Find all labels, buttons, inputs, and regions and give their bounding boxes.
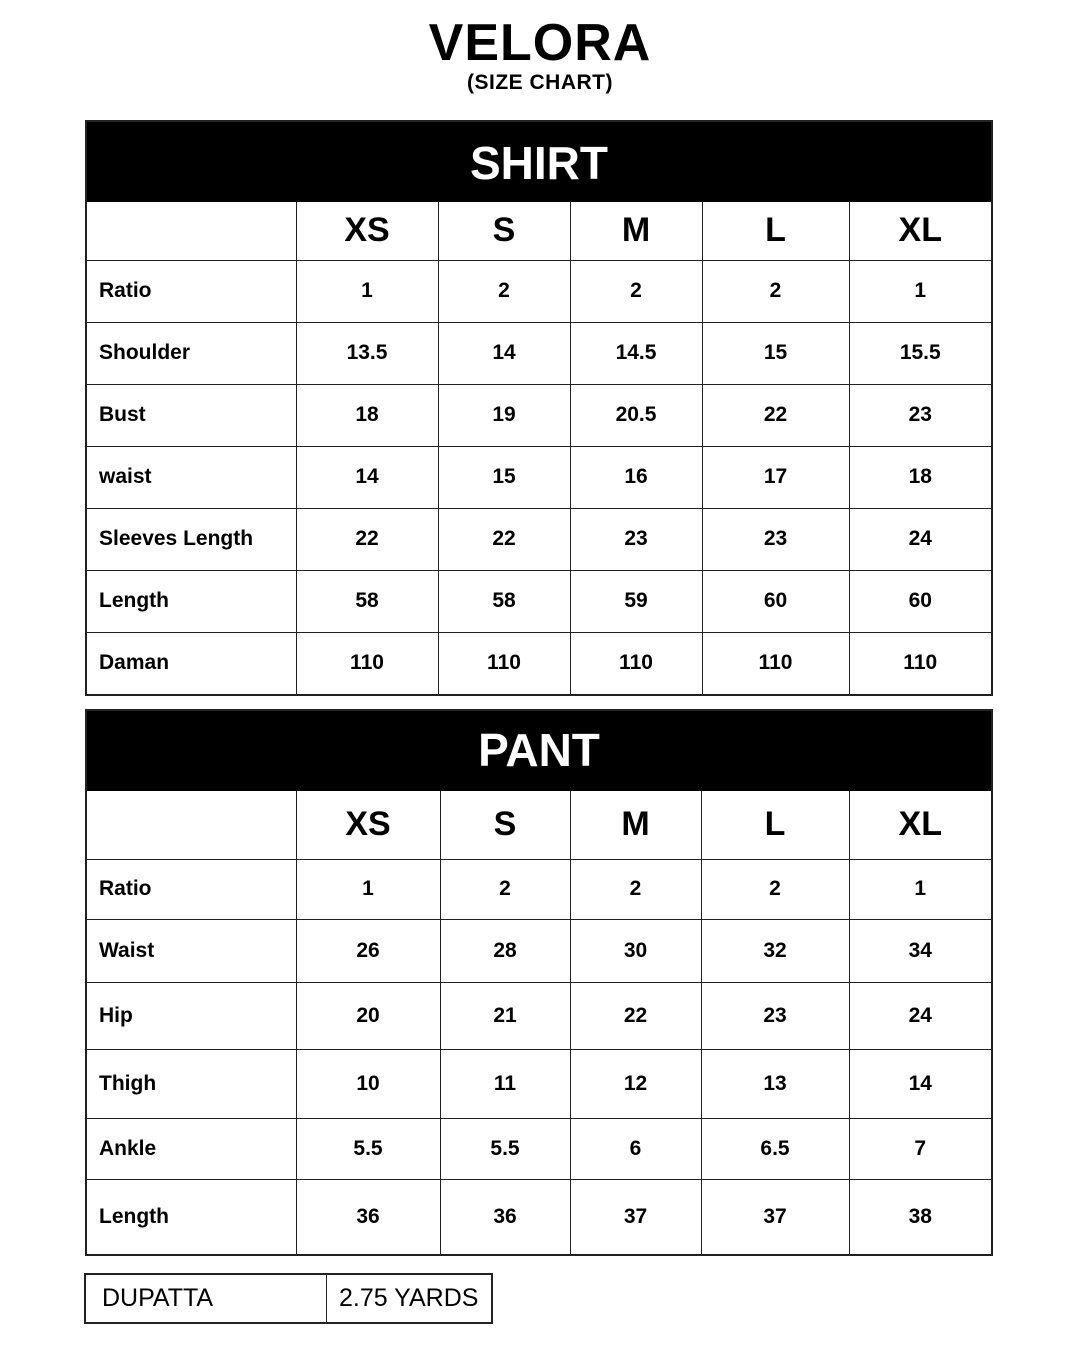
- pant-header-row: [87, 791, 991, 859]
- row-label: Length: [87, 1179, 296, 1254]
- cell: 22: [296, 508, 438, 570]
- table-row: [87, 859, 991, 919]
- row-label: waist: [87, 446, 296, 508]
- cell: 7: [849, 1118, 991, 1179]
- cell: 14.5: [570, 322, 702, 384]
- table-row: [87, 1049, 991, 1118]
- cell: 11: [440, 1049, 570, 1118]
- cell: 37: [570, 1179, 701, 1254]
- size-xs: XS: [296, 202, 438, 260]
- table-row: [87, 1118, 991, 1179]
- row-label: Bust: [87, 384, 296, 446]
- cell: 2: [438, 260, 570, 322]
- cell: 23: [702, 508, 849, 570]
- cell: 1: [849, 859, 991, 919]
- cell: 38: [849, 1179, 991, 1254]
- table-row: [87, 508, 991, 570]
- cell: 18: [849, 446, 991, 508]
- cell: 14: [296, 446, 438, 508]
- row-label: Ratio: [87, 260, 296, 322]
- cell: 110: [438, 632, 570, 694]
- cell: 2: [702, 260, 849, 322]
- cell: 23: [570, 508, 702, 570]
- row-label: Hip: [87, 982, 296, 1049]
- table-row: [87, 982, 991, 1049]
- cell: 21: [440, 982, 570, 1049]
- size-s: S: [438, 202, 570, 260]
- cell: 5.5: [440, 1118, 570, 1179]
- shirt-header-row: [87, 202, 991, 260]
- cell: 60: [702, 570, 849, 632]
- cell: 17: [702, 446, 849, 508]
- size-m: M: [570, 202, 702, 260]
- cell: 22: [438, 508, 570, 570]
- row-label: Thigh: [87, 1049, 296, 1118]
- row-label: Length: [87, 570, 296, 632]
- cell: 110: [702, 632, 849, 694]
- brand-title: VELORA: [428, 14, 652, 72]
- cell: 23: [701, 982, 849, 1049]
- cell: 24: [849, 982, 991, 1049]
- cell: 32: [701, 919, 849, 982]
- cell: 58: [296, 570, 438, 632]
- cell: 10: [296, 1049, 440, 1118]
- cell: 22: [570, 982, 701, 1049]
- dupatta-label: DUPATTA: [86, 1275, 327, 1322]
- cell: 16: [570, 446, 702, 508]
- cell: 110: [849, 632, 991, 694]
- cell: 13.5: [296, 322, 438, 384]
- cell: 58: [438, 570, 570, 632]
- dupatta-value: 2.75 YARDS: [339, 1284, 479, 1312]
- cell: 6.5: [701, 1118, 849, 1179]
- cell: 1: [296, 859, 440, 919]
- cell: 2: [440, 859, 570, 919]
- cell: 6: [570, 1118, 701, 1179]
- shirt-table: [87, 202, 991, 694]
- table-row: [87, 919, 991, 982]
- size-l: L: [701, 791, 849, 859]
- cell: 12: [570, 1049, 701, 1118]
- cell: 2: [570, 859, 701, 919]
- shirt-size-table: [85, 120, 993, 696]
- cell: 36: [296, 1179, 440, 1254]
- cell: 36: [440, 1179, 570, 1254]
- cell: 37: [701, 1179, 849, 1254]
- size-xl: XL: [849, 202, 991, 260]
- table-row: [87, 570, 991, 632]
- size-xs: XS: [296, 791, 440, 859]
- pant-size-table: [85, 709, 993, 1256]
- cell: 14: [438, 322, 570, 384]
- dupatta-info: [84, 1273, 493, 1324]
- page-subtitle: (SIZE CHART): [467, 71, 613, 94]
- cell: 2: [701, 859, 849, 919]
- cell: 110: [570, 632, 702, 694]
- corner-cell: [87, 791, 296, 859]
- table-row: [87, 322, 991, 384]
- shirt-section-title: SHIRT: [87, 122, 991, 202]
- table-row: [87, 446, 991, 508]
- cell: 18: [296, 384, 438, 446]
- cell: 15: [438, 446, 570, 508]
- row-label: Daman: [87, 632, 296, 694]
- size-xl: XL: [849, 791, 991, 859]
- cell: 22: [702, 384, 849, 446]
- size-m: M: [570, 791, 701, 859]
- size-l: L: [702, 202, 849, 260]
- cell: 15: [702, 322, 849, 384]
- cell: 24: [849, 508, 991, 570]
- pant-section-title: PANT: [87, 711, 991, 791]
- cell: 13: [701, 1049, 849, 1118]
- cell: 5.5: [296, 1118, 440, 1179]
- row-label: Sleeves Length: [87, 508, 296, 570]
- cell: 60: [849, 570, 991, 632]
- cell: 20.5: [570, 384, 702, 446]
- cell: 59: [570, 570, 702, 632]
- cell: 110: [296, 632, 438, 694]
- corner-cell: [87, 202, 296, 260]
- row-label: Waist: [87, 919, 296, 982]
- cell: 1: [296, 260, 438, 322]
- table-row: [87, 632, 991, 694]
- cell: 15.5: [849, 322, 991, 384]
- row-label: Ratio: [87, 859, 296, 919]
- cell: 23: [849, 384, 991, 446]
- cell: 1: [849, 260, 991, 322]
- table-row: [87, 1179, 991, 1254]
- row-label: Ankle: [87, 1118, 296, 1179]
- size-s: S: [440, 791, 570, 859]
- cell: 14: [849, 1049, 991, 1118]
- cell: 26: [296, 919, 440, 982]
- cell: 20: [296, 982, 440, 1049]
- cell: 34: [849, 919, 991, 982]
- pant-table: [87, 791, 991, 1254]
- table-row: [87, 260, 991, 322]
- cell: 19: [438, 384, 570, 446]
- cell: 2: [570, 260, 702, 322]
- row-label: Shoulder: [87, 322, 296, 384]
- cell: 28: [440, 919, 570, 982]
- table-row: [87, 384, 991, 446]
- cell: 30: [570, 919, 701, 982]
